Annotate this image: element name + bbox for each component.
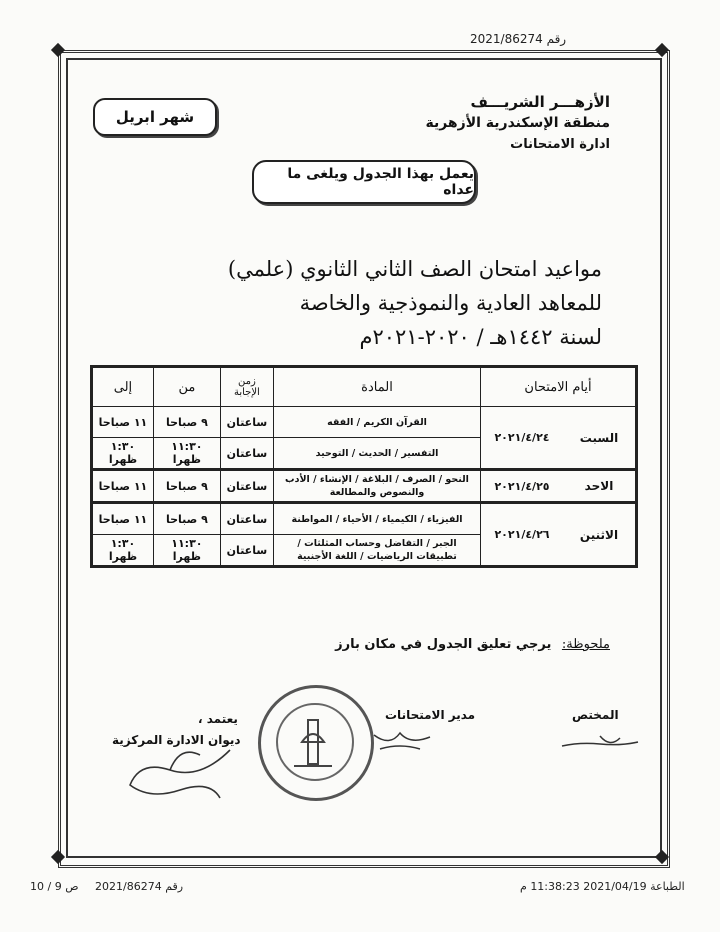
from-cell: ٩ صباحا	[153, 503, 220, 535]
month-badge: شهر ابريل	[93, 98, 217, 136]
mosque-emblem-icon	[288, 712, 338, 772]
header-line-region: منطقة الإسكندرية الأزهرية	[425, 115, 610, 131]
doc-reference-bottom: رقم 2021/86274	[95, 880, 184, 893]
specialist-signature-icon	[560, 728, 640, 758]
header-subject: المادة	[274, 367, 481, 407]
to-cell: ١١ صباحا	[92, 407, 154, 438]
to-cell: ١١ صباحا	[92, 470, 154, 503]
day-cell: الاثنين	[563, 503, 637, 567]
subject-cell: الجبر / التفاضل وحساب المثلثات / تطبيقات الرياضيات / اللغة الأجنبية	[274, 535, 481, 567]
header-exam-days: أيام الامتحان	[481, 367, 637, 407]
duration-cell: ساعتان	[220, 407, 273, 438]
date-cell: ٢٠٢١/٤/٢٤	[481, 407, 564, 470]
duration-cell: ساعتان	[220, 503, 273, 535]
table-row	[92, 503, 637, 535]
title-line-2: للمعاهد العادية والنموذجية والخاصة	[299, 291, 602, 315]
validity-notice: يعمل بهذا الجدول ويلغى ما عداه	[252, 160, 476, 204]
from-cell: ١١:٣٠ ظهرا	[153, 438, 220, 470]
header-duration: زمن الإجابة	[220, 367, 273, 407]
print-timestamp: الطباعة 2021/04/19 11:38:23 م	[520, 880, 685, 893]
from-cell: ٩ صباحا	[153, 407, 220, 438]
approval-signature-icon	[110, 740, 260, 810]
table-row	[92, 407, 637, 438]
header-to: إلى	[92, 367, 154, 407]
header-line-azhar: الأزهـــر الشريـــف	[470, 93, 610, 111]
institution-header	[425, 92, 610, 155]
subject-cell: النحو / الصرف / البلاغة / الإنشاء / الأدب والنصوص والمطالعة	[274, 470, 481, 503]
exams-director-signature-icon	[370, 725, 440, 755]
note-line	[335, 637, 610, 652]
title-line-3: لسنة ١٤٤٢هـ / ٢٠٢٠-٢٠٢١م	[359, 325, 602, 349]
to-cell: ١:٣٠ ظهرا	[92, 438, 154, 470]
exams-director-signature-label: مدير الامتحانات	[385, 708, 476, 722]
central-administration-label: ديوان الادارة المركزية	[112, 733, 241, 747]
exam-schedule-table	[90, 365, 638, 568]
note-label: ملحوظة:	[561, 637, 610, 652]
title-line-1: مواعيد امتحان الصف الثاني الثانوي (علمي)	[227, 257, 602, 281]
duration-cell: ساعتان	[220, 438, 273, 470]
table-header-row	[92, 367, 637, 407]
day-cell: الاحد	[563, 470, 637, 503]
duration-cell: ساعتان	[220, 535, 273, 567]
subject-cell: التفسير / الحديث / التوحيد	[274, 438, 481, 470]
header-line-department: ادارة الامتحانات	[510, 137, 610, 152]
duration-cell: ساعتان	[220, 470, 273, 503]
table-row	[92, 470, 637, 503]
from-cell: ١١:٣٠ ظهرا	[153, 535, 220, 567]
header-from: من	[153, 367, 220, 407]
date-cell: ٢٠٢١/٤/٢٥	[481, 470, 564, 503]
day-cell: السبت	[563, 407, 637, 470]
note-text: يرجي تعليق الجدول في مكان بارز	[335, 637, 552, 652]
document-title	[228, 252, 602, 354]
page-number: ص 9 / 10	[30, 880, 79, 893]
to-cell: ١:٣٠ ظهرا	[92, 535, 154, 567]
subject-cell: الفيزياء / الكيمياء / الأحياء / المواطنة	[274, 503, 481, 535]
approval-label: يعتمد ،	[198, 712, 238, 726]
specialist-signature-label: المختص	[572, 708, 619, 722]
subject-cell: القرآن الكريم / الفقه	[274, 407, 481, 438]
from-cell: ٩ صباحا	[153, 470, 220, 503]
date-cell: ٢٠٢١/٤/٢٦	[481, 503, 564, 567]
to-cell: ١١ صباحا	[92, 503, 154, 535]
doc-reference-top: رقم 2021/86274	[470, 32, 567, 46]
